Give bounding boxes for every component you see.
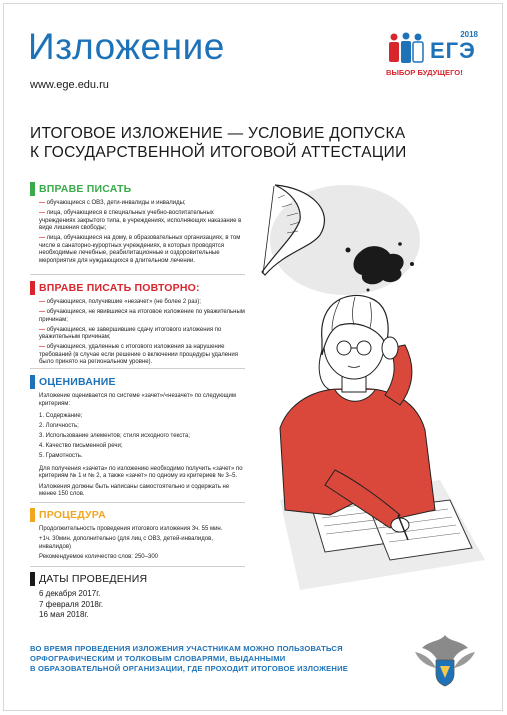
ege-figures-icon (386, 32, 426, 66)
section-title: ОЦЕНИВАНИЕ (39, 376, 116, 388)
section-title: ПРОЦЕДУРА (39, 509, 106, 521)
date-item: 7 февраля 2018г. (39, 599, 104, 609)
list-item: — лица, обучающиеся в специальных учебно-воспитательных учреждениях закрытого типа, в учреждениях, исполняющих наказание в виде лишения свободы; (39, 210, 242, 231)
section-title: ДАТЫ ПРОВЕДЕНИЯ (39, 573, 148, 585)
rosobrnadzor-emblem-icon (410, 630, 480, 690)
note-line: ОРФОГРАФИЧЕСКИМ И ТОЛКОВЫМ СЛОВАРЯМИ, ВЫДАННЫМИ (30, 654, 286, 663)
section-procedure (30, 508, 245, 564)
section-title: ВПРАВЕ ПИСАТЬ (39, 183, 132, 195)
list-item: — обучающиеся, не явившиеся на итоговое изложение по уважительным причинам; (39, 309, 245, 323)
note-line: В ОБРАЗОВАТЕЛЬНОЙ ОРГАНИЗАЦИИ, ГДЕ ПРОХОДИТ ИТОГОВОЕ ИЗЛОЖЕНИЕ (30, 664, 349, 673)
date-item: 6 декабря 2017г. (39, 589, 101, 598)
section-dates (30, 572, 245, 621)
section-title: ВПРАВЕ ПИСАТЬ ПОВТОРНО: (39, 282, 200, 294)
criterion: 3. Использование элементов; стиля исходного текста; (39, 433, 190, 439)
student-writing-illustration (240, 180, 485, 610)
list-item: — обучающиеся, удаленные с итогового изложения за нарушение требований (в случае если решение о включении процедуры удаления было принято на региональном уровне). (39, 344, 238, 365)
section-marker (30, 182, 35, 196)
section-grading (30, 375, 245, 501)
procedure-words: Рекомендуемое количество слов: 250–300 (39, 554, 158, 560)
list-item: — лица, обучающиеся на дому, в образовательных организациях, в том числе в санаторно-курортных учреждениях, в которых проводятся необходимые лечебные, реабилитационные и оздоровительные мероприятия для нуждающихся в длительном лечении. (39, 235, 241, 264)
logo-year: 2018 (460, 30, 478, 39)
note-line: ВО ВРЕМЯ ПРОВЕДЕНИЯ ИЗЛОЖЕНИЯ УЧАСТНИКАМ МОЖНО ПОЛЬЗОВАТЬСЯ (30, 644, 343, 653)
divider (30, 274, 245, 275)
divider (30, 502, 245, 503)
criterion: 4. Качество письменной речи; (39, 443, 123, 449)
list-item: — обучающиеся, получившие «незачет» (не более 2 раз); (39, 299, 201, 305)
date-item: 16 мая 2018г. (39, 610, 89, 619)
grading-intro: Изложение оценивается по системе «зачет»/«незачет» по следующим критериям: (39, 393, 237, 407)
section-right-to-rewrite (30, 281, 245, 369)
headline-line: ИТОГОВОЕ ИЗЛОЖЕНИЕ — УСЛОВИЕ ДОПУСКА (30, 125, 406, 142)
headline-line: К ГОСУДАРСТВЕННОЙ ИТОГОВОЙ АТТЕСТАЦИИ (30, 144, 407, 161)
website-link[interactable]: www.ege.edu.ru (30, 79, 109, 91)
logo-text: ЕГЭ (430, 38, 476, 63)
logo-slogan: ВЫБОР БУДУЩЕГО! (386, 68, 463, 77)
ege-logo (386, 30, 488, 80)
procedure-duration: Продолжительность проведения итогового изложения 3ч. 55 мин. (39, 526, 223, 532)
grading-note: Изложения должны быть написаны самостоятельно и содержать не менее 150 слов. (39, 483, 230, 497)
poster-title: Изложение (28, 26, 225, 67)
student-figure (280, 295, 435, 540)
list-item: — обучающиеся с ОВЗ, дети-инвалиды и инвалиды; (39, 200, 186, 206)
divider (30, 566, 245, 567)
criterion: 5. Грамотность. (39, 453, 83, 459)
grading-note: Для получения «зачета» по изложению необходимо получить «зачет» по критериям № 1 и № 2, а также «зачет» по одному из критериев № 3–5. (39, 465, 243, 479)
dictionaries-note (30, 644, 400, 674)
section-right-to-write (30, 182, 245, 268)
criterion: 2. Логичность; (39, 423, 79, 429)
section-marker (30, 572, 35, 586)
section-marker (30, 281, 35, 295)
section-marker (30, 508, 35, 522)
section-marker (30, 375, 35, 389)
divider (30, 368, 245, 369)
headline (30, 124, 450, 162)
criterion: 1. Содержание; (39, 413, 83, 419)
procedure-extra: +1ч. 30мин. дополнительно (для лиц с ОВЗ, детей-инвалидов, инвалидов) (39, 536, 213, 550)
list-item: — обучающиеся, не завершившие сдачу итогового изложения по уважительным причинам; (39, 326, 222, 340)
